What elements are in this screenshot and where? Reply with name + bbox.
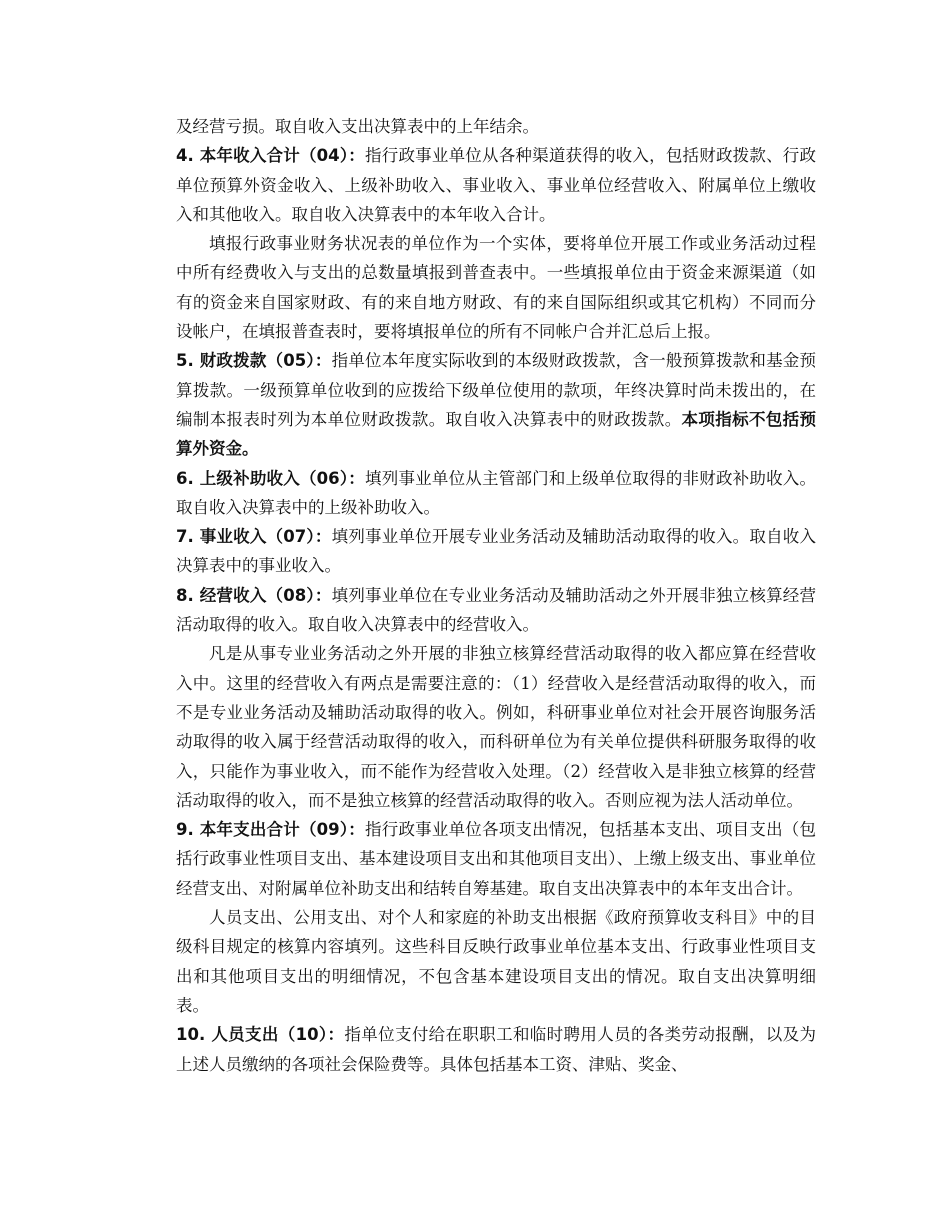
item-8-text: 填列事业单位在专业业务活动及辅助活动之外开展非独立核算经营活动取得的收入。取自收入决算表中的经营收入。 (176, 585, 816, 635)
item-8-operating-income (176, 581, 816, 640)
paragraph-continuation: 及经营亏损。取自收入支出决算表中的上年结余。 (176, 117, 539, 136)
item-9-term: 9. 本年支出合计（09）： (176, 820, 366, 840)
item-5-text: 指单位本年度实际收到的本级财政拨款，含一般预算拨款和基金预算拨款。一级预算单位收到的应拨给下级单位使用的款项，年终决算时尚未拨出的，在编制本报表时列为本单位财政拨款。取自收入决算表中的财政拨款。 (176, 351, 816, 429)
item-10-personnel-expenditure (176, 1020, 816, 1079)
paragraph-after-item-8: 凡是从事专业业务活动之外开展的非独立核算经营活动取得的收入都应算在经营收入中。这里的经营收入有两点是需要注意的：（1）经营收入是经营活动取得的收入，而不是专业业务活动及辅助活动取得的收入。例如，科研事业单位对社会开展咨询服务活动取得的收入属于经营活动取得的收入，而科研单位为有关单位提供科研服务取得的收入，只能作为事业收入，而不能作为经营收入处理。（2）经营收入是非独立核算的经营活动取得的收入，而不是独立核算的经营活动取得的收入。否则应视为法人活动单位。 (176, 644, 816, 810)
item-5-fiscal-appropriation (176, 346, 816, 463)
item-4-total-income (176, 141, 816, 229)
item-5-emphasis: 本项指标不包括预算外资金。 (176, 409, 817, 459)
item-6-text: 填列事业单位从主管部门和上级单位取得的非财政补助收入。取自收入决算表中的上级补助收入。 (176, 468, 816, 517)
document-page (176, 112, 816, 1079)
item-10-text: 指单位支付给在职职工和临时聘用人员的各类劳动报酬，以及为上述人员缴纳的各项社会保险费等。具体包括基本工资、津贴、奖金、 (176, 1025, 817, 1074)
paragraph-after-item-9: 人员支出、公用支出、对个人和家庭的补助支出根据《政府预算收支科目》中的目级科目规定的核算内容填列。这些科目反映行政事业单位基本支出、行政事业性项目支出和其他项目支出的明细情况，不包含基本建设项目支出的情况。取自支出决算明细表。 (176, 908, 816, 1015)
item-7-business-income (176, 522, 816, 581)
item-9-text: 指行政事业单位各项支出情况，包括基本支出、项目支出（包括行政事业性项目支出、基本建设项目支出和其他项目支出）、上缴上级支出、事业单位经营支出、对附属单位补助支出和结转自筹基建。取自支出决算表中的本年支出合计。 (176, 820, 816, 898)
item-6-term: 6. 上级补助收入（06）： (176, 468, 366, 488)
item-4-term: 4. 本年收入合计（04）： (176, 146, 366, 166)
paragraph-after-item-4: 填报行政事业财务状况表的单位作为一个实体，要将单位开展工作或业务活动过程中所有经费收入与支出的总数量填报到普查表中。一些填报单位由于资金来源渠道（如有的资金来自国家财政、有的来自地方财政、有的来自国际组织或其它机构）不同而分设帐户，在填报普查表时，要将填报单位的所有不同帐户合并汇总后上报。 (176, 234, 816, 342)
item-7-text: 填列事业单位开展专业业务活动及辅助活动取得的收入。取自收入决算表中的事业收入。 (176, 527, 816, 576)
item-8-term: 8. 经营收入（08）： (176, 585, 332, 605)
item-4-text: 指行政事业单位从各种渠道获得的收入，包括财政拨款、行政单位预算外资金收入、上级补助收入、事业收入、事业单位经营收入、附属单位上缴收入和其他收入。取自收入决算表中的本年收入合计。 (176, 146, 816, 224)
item-10-term: 10. 人员支出（10）： (176, 1025, 345, 1045)
item-5-term: 5. 财政拨款（05）： (176, 351, 332, 371)
item-7-term: 7. 事业收入（07）： (176, 527, 332, 547)
item-9-total-expenditure (176, 815, 816, 903)
item-6-superior-subsidy (176, 464, 816, 523)
